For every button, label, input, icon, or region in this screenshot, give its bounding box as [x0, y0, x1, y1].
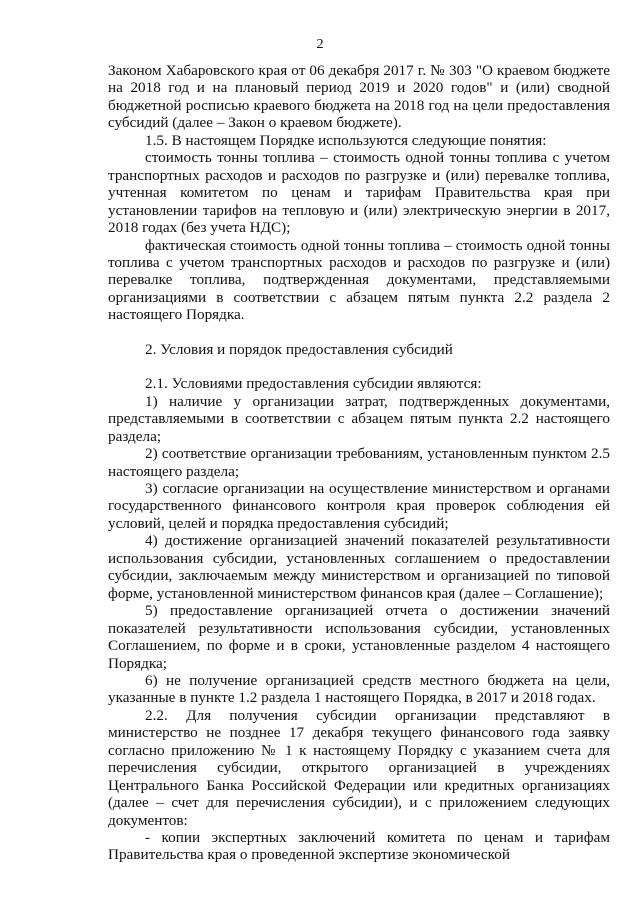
- paragraph-law-reference: Законом Хабаровского края от 06 декабря 2017 г. № 303 "О краевом бюджете на 2018 год и на плановый период 2019 и 2020 годов" и (или) сводной бюджетной росписью краевого бюджета на 2018 год на цели предоставления субсидий (далее – Закон о краевом бюджете).: [108, 62, 610, 132]
- document-list-item: - копии экспертных заключений комитета по ценам и тарифам Правительства края о проведенной экспертизе экономической: [108, 829, 610, 864]
- condition-item-3: 3) согласие организации на осуществление министерством и органами государственного финансового контроля края проверок соблюдения ей условий, целей и порядка предоставления субсидий;: [108, 479, 610, 532]
- condition-item-2: 2) соответствие организации требованиям, установленным пунктом 2.5 настоящего раздела;: [108, 445, 610, 480]
- condition-item-1: 1) наличие у организации затрат, подтвержденных документами, представляемыми в соответствии с абзацем пятым пункта 2.2 настоящего раздела;: [108, 392, 610, 445]
- condition-item-5: 5) предоставление организацией отчета о достижении значений показателей результативности использования субсидии, установленных Соглашением, по форме и в сроки, установленные разделом 4 настоящего Порядка;: [108, 602, 610, 672]
- page-number: 2: [316, 37, 324, 52]
- section-2-heading: 2. Условия и порядок предоставления субсидий: [145, 340, 453, 358]
- paragraph-gap: [108, 358, 610, 375]
- document-body: [108, 62, 610, 864]
- paragraph-1-5: 1.5. В настоящем Порядке используются следующие понятия:: [145, 131, 547, 149]
- paragraph-definition-ton-cost: стоимость тонны топлива – стоимость одной тонны топлива с учетом транспортных расходов и расходов по разгрузке и (или) перевалке топлива, учтенная комитетом по ценам и тарифам Правительства края при установлении тарифов на тепловую и (или) электрическую энергии в 2017, 2018 годах (без учета НДС);: [108, 149, 610, 237]
- paragraph-gap: [108, 324, 610, 341]
- paragraph-definition-actual-cost: фактическая стоимость одной тонны топлива – стоимость одной тонны топлива с учетом транспортных расходов и расходов по разгрузке и (или) перевалке топлива, подтвержденная документами, представляемыми организациями в соответствии с абзацем пятым пункта 2.2 раздела 2 настоящего Порядка.: [108, 236, 610, 324]
- paragraph-2-2: 2.2. Для получения субсидии организации представляют в министерство не позднее 17 декабря текущего финансового года заявку согласно приложению № 1 к настоящему Порядку с указанием счета для перечисления субсидии, открытого организацией в учреждениях Центрального Банка Российской Федерации или кредитных организациях (далее – счет для перечисления субсидии), и с приложением следующих документов:: [108, 706, 610, 829]
- paragraph-2-1: 2.1. Условиями предоставления субсидии являются:: [145, 375, 482, 393]
- condition-item-6: 6) не получение организацией средств местного бюджета на цели, указанные в пункте 1.2 раздела 1 настоящего Порядка, в 2017 и 2018 годах.: [108, 671, 610, 707]
- condition-item-4: 4) достижение организацией значений показателей результативности использования субсидии, установленных соглашением о предоставлении субсидии, заключаемым между министерством и организацией по типовой форме, установленной министерством финансов края (далее – Соглашение);: [108, 532, 610, 602]
